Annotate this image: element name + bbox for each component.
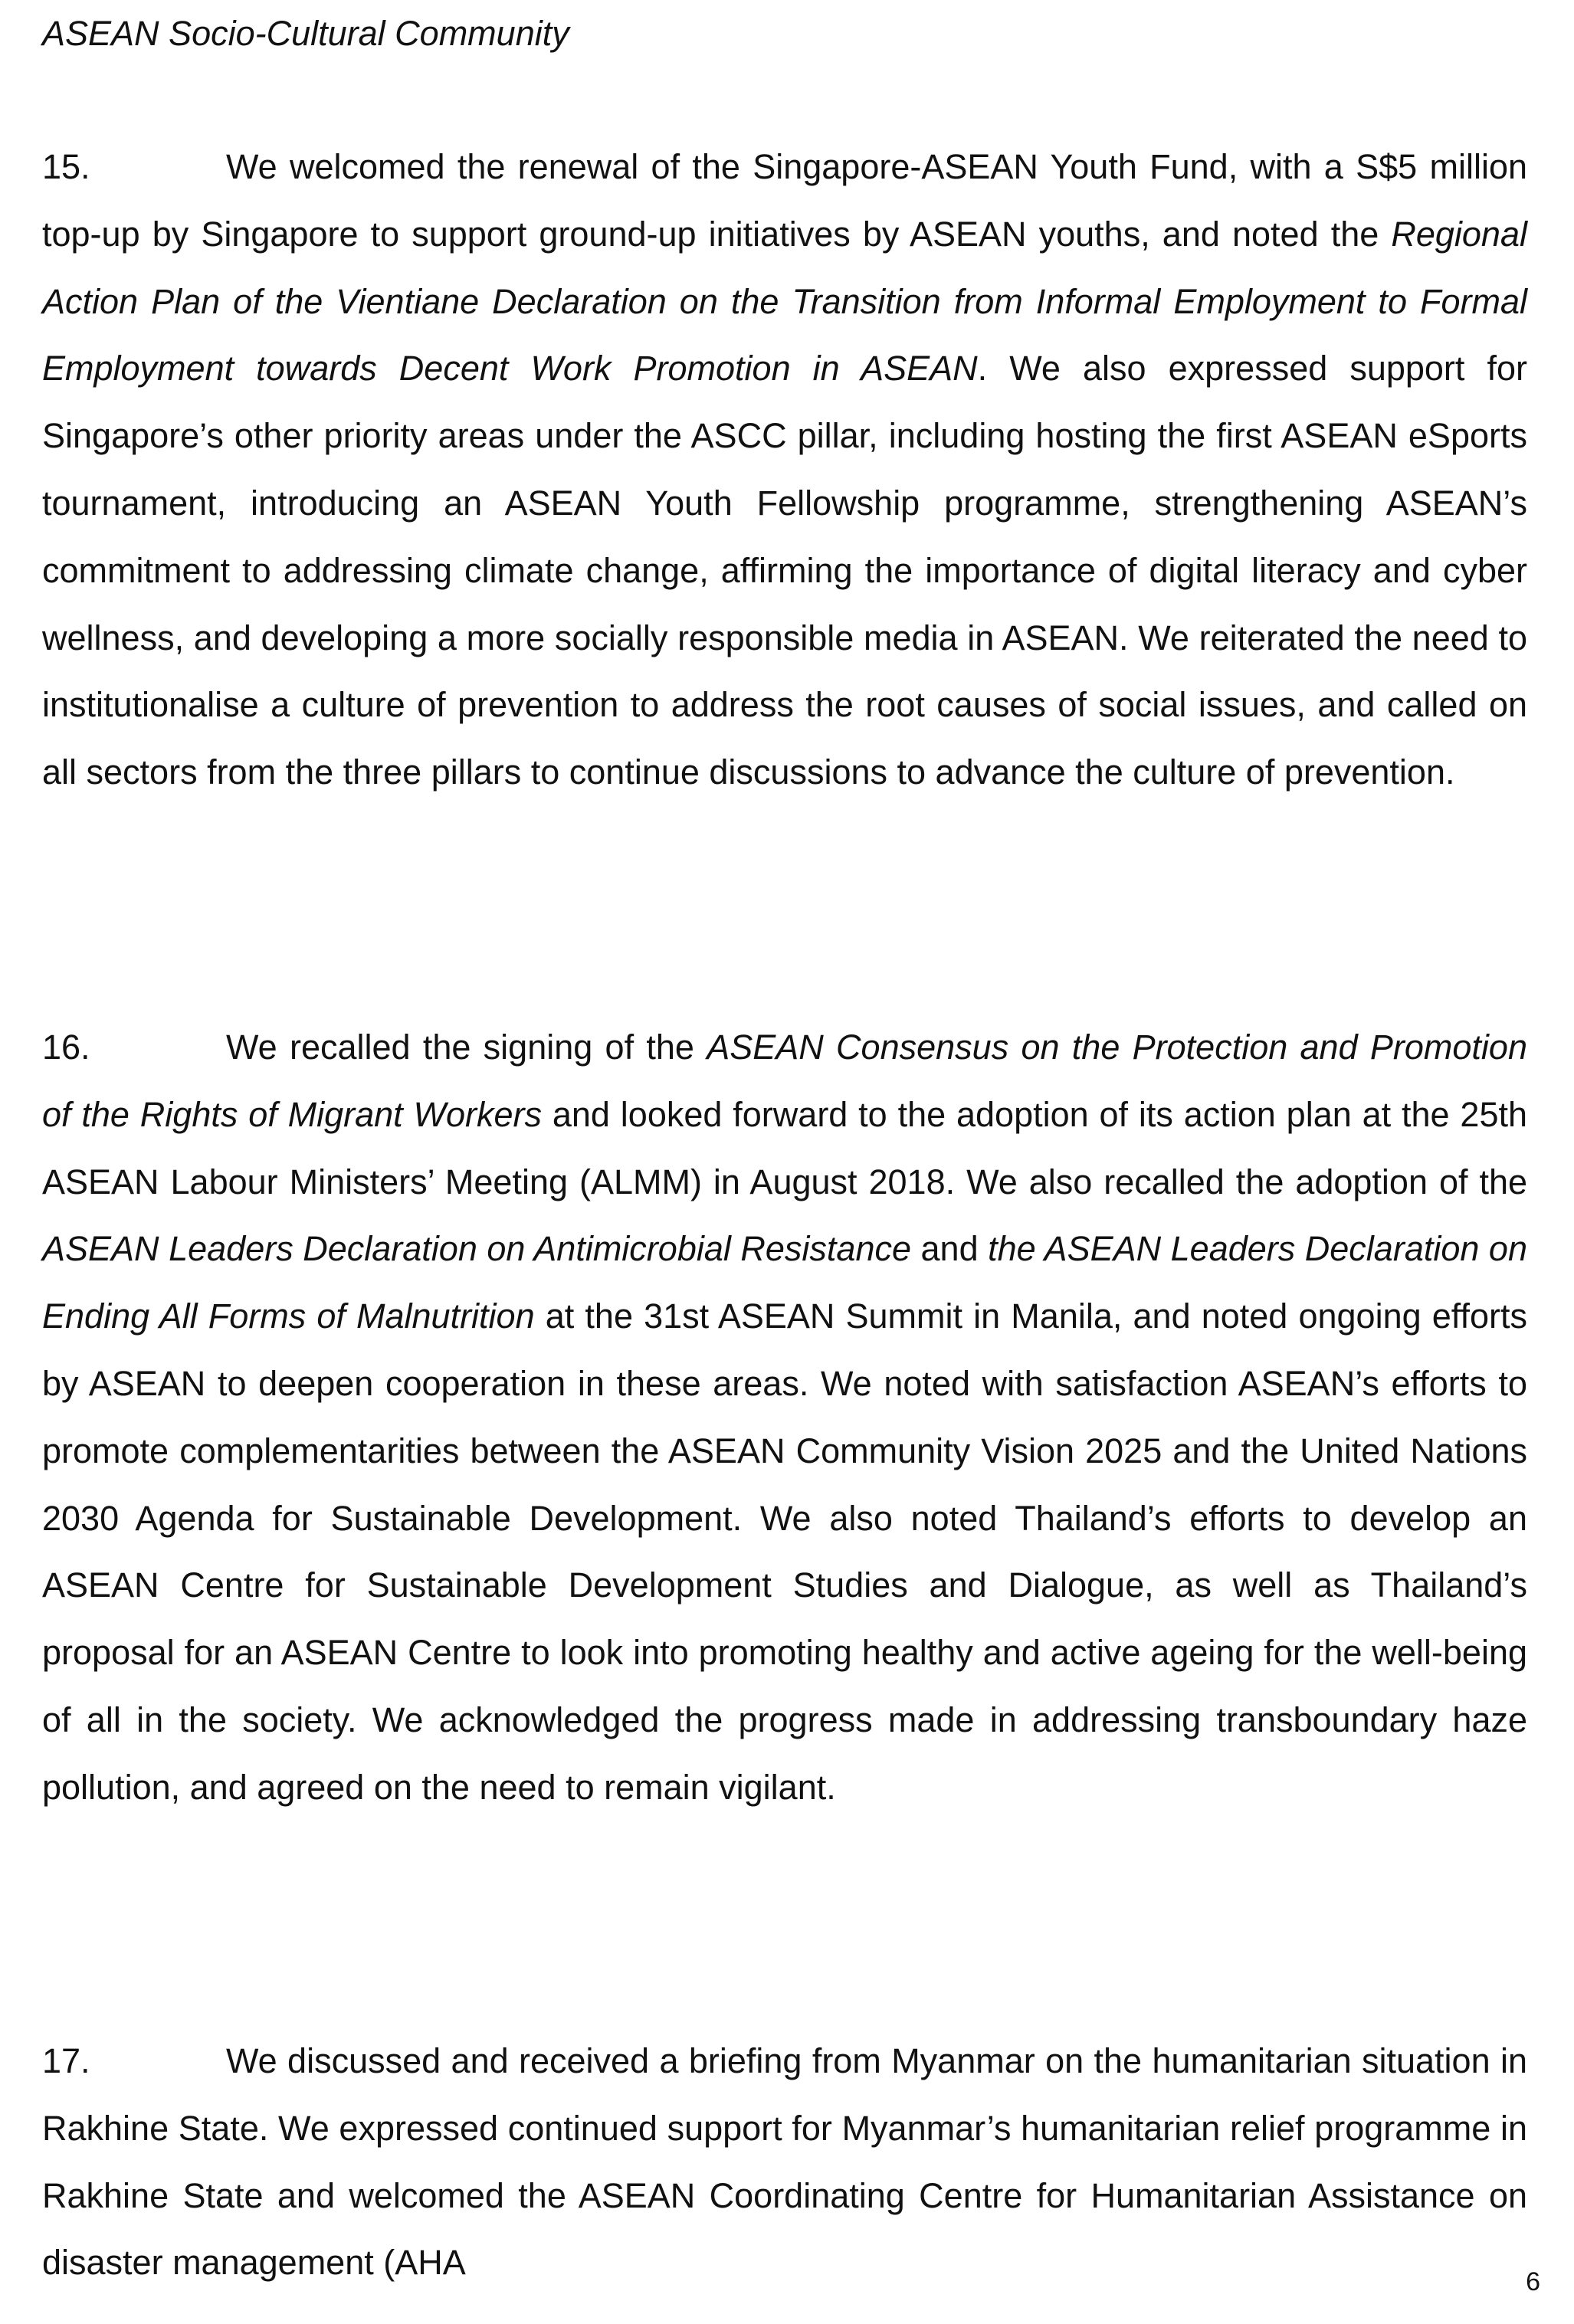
paragraph-text [42,147,1527,792]
text-run: We recalled the signing of the [226,1028,707,1067]
italic-title-text: the ASEAN Leaders Declaration on Ending All Forms of Malnutrition [42,1229,1527,1336]
text-run: . We also expressed support for Singapore’s other priority areas under the ASCC pillar, including hosting the first ASEAN eSports tournament, introducing an ASEAN Youth Fellowship programme, strengthening ASEAN’s commitment to addressing climate change, affirming the importance of digital literacy and cyber wellness, and developing a more socially responsible media in ASEAN. We reiterated the need to institutionalise a culture of prevention to address the root causes of social issues, and called on all sectors from the three pillars to continue discussions to advance the culture of prevention. [42,349,1528,792]
paragraph-16 [42,1014,1527,1821]
italic-title-text: ASEAN Leaders Declaration on Antimicrobial Resistance [42,1229,911,1269]
text-run: at the 31st ASEAN Summit in Manila, and noted ongoing efforts by ASEAN to deepen cooperation in these areas. We noted with satisfaction ASEAN’s efforts to promote complementarities between the ASEAN Community Vision 2025 and the United Nations 2030 Agenda for Sustainable Development. We also noted Thailand’s efforts to develop an ASEAN Centre for Sustainable Development Studies and Dialogue, as well as Thailand’s proposal for an ASEAN Centre to look into promoting healthy and active ageing for the well-being of all in the society. We acknowledged the progress made in addressing transboundary haze pollution, and agreed on the need to remain vigilant. [42,1296,1527,1807]
text-run: We welcomed the renewal of the Singapore-ASEAN Youth Fund, with a S$5 million top-up by Singapore to support ground-up initiatives by ASEAN youths, and noted the [42,147,1527,254]
section-title: ASEAN Socio-Cultural Community [42,14,569,53]
paragraph-17 [42,2027,1527,2296]
text-run: and [911,1229,989,1269]
page-number: 6 [1526,2267,1540,2296]
paragraph-text [42,1028,1527,1807]
text-run: We discussed and received a briefing from Myanmar on the humanitarian situation in Rakhine State. We expressed continued support for Myanmar’s humanitarian relief programme in Rakhine State and welcomed the ASEAN Coordinating Centre for Humanitarian Assistance on disaster management (AHA [42,2041,1527,2283]
italic-title-text: ASEAN Consensus on the Protection and Promotion of the Rights of Migrant Workers [42,1028,1527,1134]
text-run: and looked forward to the adoption of its action plan at the 25th ASEAN Labour Ministers’ Meeting (ALMM) in August 2018. We also recalled the adoption of the [42,1094,1528,1201]
paragraph-number: 17. [42,2041,90,2080]
paragraph-15 [42,133,1527,806]
italic-title-text: Regional Action Plan of the Vientiane Declaration on the Transition from Informal Employment to Formal Employment towards Decent Work Promotion in ASEAN [42,214,1527,388]
paragraph-text [42,2041,1527,2282]
paragraph-number: 15. [42,147,90,186]
paragraph-number: 16. [42,1028,90,1067]
